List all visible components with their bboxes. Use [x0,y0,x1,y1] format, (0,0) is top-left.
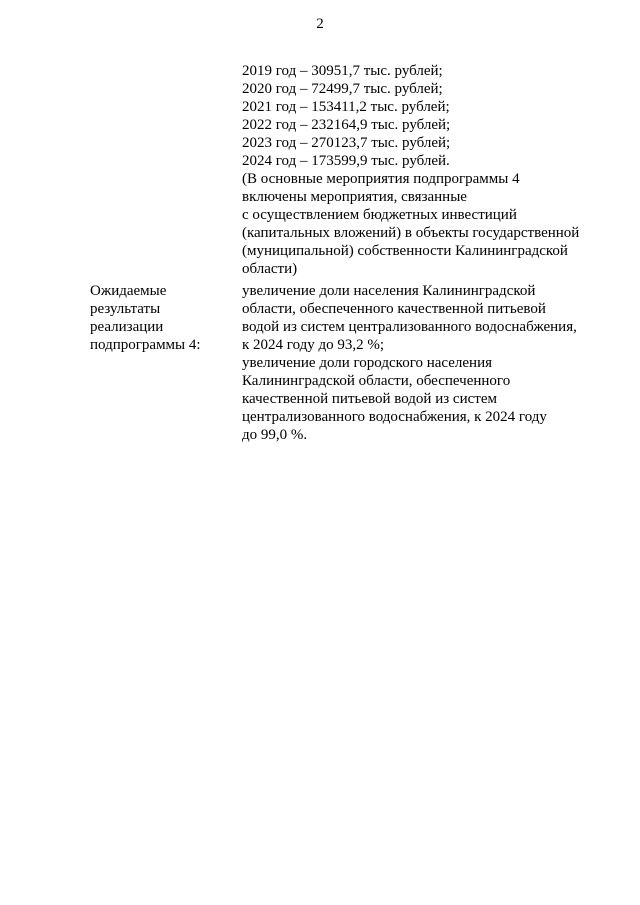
expected-results-text [242,282,588,444]
result-line: качественной питьевой водой из систем [242,391,497,407]
note-line: (муниципальной) собственности Калининградской [242,243,568,259]
note-line: (В основные мероприятия подпрограммы 4 [242,171,520,187]
funding-line-2019: 2019 год – 30951,7 тыс. рублей; [242,63,443,79]
result-line: увеличение доли населения Калининградской [242,283,536,299]
label-line: реализации [90,319,164,335]
result-line: к 2024 году до 93,2 %; [242,337,385,353]
funding-line-2022: 2022 год – 232164,9 тыс. рублей; [242,117,451,133]
note-line: с осуществлением бюджетных инвестиций [242,207,517,223]
funding-line-2021: 2021 год – 153411,2 тыс. рублей; [242,99,450,115]
label-line: подпрограммы 4: [90,337,201,353]
result-line: области, обеспеченного качественной питьевой [242,301,546,317]
result-line: Калининградской области, обеспеченного [242,373,511,389]
note-line: (капитальных вложений) в объекты государственной [242,225,580,241]
note-line: области) [242,261,298,277]
label-line: Ожидаемые [90,283,167,299]
result-line: централизованного водоснабжения, к 2024 году [242,409,547,425]
expected-results-label [90,282,230,354]
note-line: включены мероприятия, связанные [242,189,467,205]
page-number: 2 [316,16,324,32]
funding-line-2023: 2023 год – 270123,7 тыс. рублей; [242,135,451,151]
label-line: результаты [90,301,161,317]
result-line: водой из систем централизованного водоснабжения, [242,319,577,335]
capital-investment-note [242,170,588,278]
result-line: до 99,0 %. [242,427,308,443]
result-line: увеличение доли городского населения [242,355,492,371]
funding-line-2024: 2024 год – 173599,9 тыс. рублей. [242,153,450,169]
funding-line-2020: 2020 год – 72499,7 тыс. рублей; [242,81,443,97]
funding-by-year-list [242,62,588,170]
